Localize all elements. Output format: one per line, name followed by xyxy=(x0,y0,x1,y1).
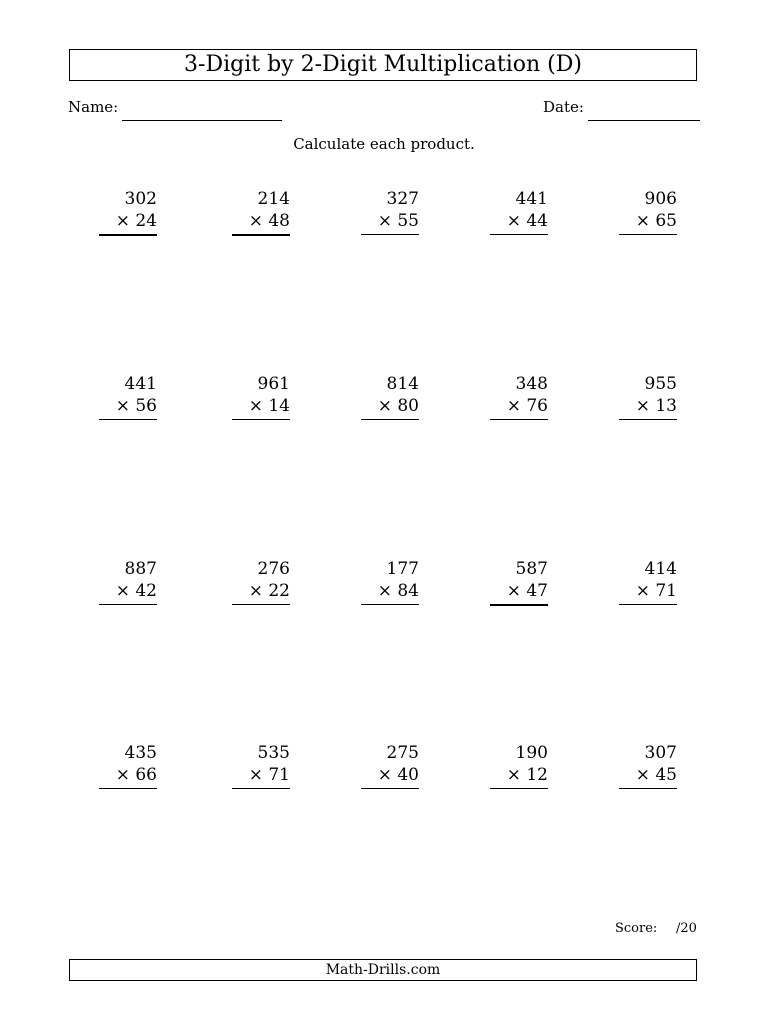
multiplicand: 275 xyxy=(386,743,419,763)
multiplicand: 435 xyxy=(124,743,157,763)
times-symbol: × xyxy=(115,396,130,416)
date-label: Date: xyxy=(543,98,584,116)
problem-16 xyxy=(97,742,157,790)
times-symbol: × xyxy=(635,211,650,231)
multiplicand: 441 xyxy=(515,189,548,209)
multiplier xyxy=(249,580,290,602)
multiplier-value: 56 xyxy=(129,396,157,416)
answer-rule xyxy=(232,234,290,236)
multiplier xyxy=(507,395,548,417)
problem-1 xyxy=(97,188,157,236)
multiplier-value: 71 xyxy=(649,581,677,601)
answer-rule xyxy=(619,604,677,605)
answer-rule xyxy=(490,788,548,789)
name-label: Name: xyxy=(68,98,119,116)
problem-3 xyxy=(359,188,419,236)
date-blank-line xyxy=(588,120,700,121)
multiplier-value: 45 xyxy=(649,765,677,785)
times-symbol: × xyxy=(115,765,130,785)
answer-rule xyxy=(361,234,419,235)
multiplier-value: 47 xyxy=(520,581,548,601)
times-symbol: × xyxy=(248,765,263,785)
problem-8 xyxy=(359,373,419,421)
multiplier-value: 42 xyxy=(129,581,157,601)
times-symbol: × xyxy=(377,581,392,601)
multiplier-value: 48 xyxy=(262,211,290,231)
multiplicand: 587 xyxy=(515,559,548,579)
times-symbol: × xyxy=(635,581,650,601)
multiplier-value: 14 xyxy=(262,396,290,416)
multiplier-value: 13 xyxy=(649,396,677,416)
multiplier xyxy=(636,210,677,232)
multiplicand: 414 xyxy=(644,559,677,579)
answer-rule xyxy=(361,788,419,789)
problem-6 xyxy=(97,373,157,421)
multiplicand: 214 xyxy=(257,189,290,209)
answer-rule xyxy=(490,604,548,606)
multiplicand: 961 xyxy=(257,374,290,394)
multiplier xyxy=(116,580,157,602)
multiplier xyxy=(636,764,677,786)
multiplicand: 348 xyxy=(515,374,548,394)
multiplier-value: 76 xyxy=(520,396,548,416)
multiplier xyxy=(507,580,548,602)
score-total: /20 xyxy=(676,921,697,936)
multiplier-value: 71 xyxy=(262,765,290,785)
multiplier xyxy=(636,580,677,602)
instructions: Calculate each product. xyxy=(293,135,475,153)
answer-rule xyxy=(361,419,419,420)
worksheet-title: 3-Digit by 2-Digit Multiplication (D) xyxy=(69,49,697,81)
answer-rule xyxy=(99,234,157,236)
multiplier-value: 24 xyxy=(129,211,157,231)
problem-13 xyxy=(359,558,419,606)
problem-19 xyxy=(488,742,548,790)
multiplier xyxy=(636,395,677,417)
times-symbol: × xyxy=(506,396,521,416)
answer-rule xyxy=(99,604,157,605)
problem-11 xyxy=(97,558,157,606)
answer-rule xyxy=(232,788,290,789)
multiplier xyxy=(378,580,419,602)
problem-14 xyxy=(488,558,548,606)
multiplicand: 906 xyxy=(644,189,677,209)
score-label: Score: xyxy=(615,921,658,936)
problem-9 xyxy=(488,373,548,421)
multiplier xyxy=(507,210,548,232)
answer-rule xyxy=(99,788,157,789)
answer-rule xyxy=(232,604,290,605)
multiplier xyxy=(249,764,290,786)
multiplier xyxy=(507,764,548,786)
answer-rule xyxy=(490,234,548,235)
multiplier-value: 12 xyxy=(520,765,548,785)
answer-rule xyxy=(232,419,290,420)
answer-rule xyxy=(361,604,419,605)
multiplier xyxy=(116,210,157,232)
answer-rule xyxy=(619,234,677,235)
times-symbol: × xyxy=(248,211,263,231)
times-symbol: × xyxy=(635,765,650,785)
multiplier-value: 65 xyxy=(649,211,677,231)
multiplier xyxy=(378,210,419,232)
multiplicand: 441 xyxy=(124,374,157,394)
multiplicand: 177 xyxy=(386,559,419,579)
multiplier-value: 55 xyxy=(391,211,419,231)
multiplicand: 814 xyxy=(386,374,419,394)
problem-17 xyxy=(230,742,290,790)
answer-rule xyxy=(99,419,157,420)
multiplicand: 535 xyxy=(257,743,290,763)
multiplicand: 327 xyxy=(386,189,419,209)
times-symbol: × xyxy=(506,581,521,601)
problem-2 xyxy=(230,188,290,236)
multiplicand: 955 xyxy=(644,374,677,394)
times-symbol: × xyxy=(115,581,130,601)
problem-15 xyxy=(617,558,677,606)
multiplier xyxy=(378,764,419,786)
multiplier-value: 84 xyxy=(391,581,419,601)
multiplier-value: 22 xyxy=(262,581,290,601)
multiplicand: 302 xyxy=(124,189,157,209)
times-symbol: × xyxy=(377,396,392,416)
times-symbol: × xyxy=(377,211,392,231)
multiplier xyxy=(249,210,290,232)
times-symbol: × xyxy=(115,211,130,231)
problem-12 xyxy=(230,558,290,606)
times-symbol: × xyxy=(506,765,521,785)
multiplier xyxy=(249,395,290,417)
multiplier-value: 40 xyxy=(391,765,419,785)
multiplicand: 307 xyxy=(644,743,677,763)
times-symbol: × xyxy=(506,211,521,231)
multiplicand: 276 xyxy=(257,559,290,579)
problem-5 xyxy=(617,188,677,236)
problem-20 xyxy=(617,742,677,790)
multiplier xyxy=(378,395,419,417)
problem-4 xyxy=(488,188,548,236)
problem-10 xyxy=(617,373,677,421)
multiplier-value: 66 xyxy=(129,765,157,785)
multiplicand: 190 xyxy=(515,743,548,763)
problem-7 xyxy=(230,373,290,421)
answer-rule xyxy=(490,419,548,420)
answer-rule xyxy=(619,788,677,789)
name-blank-line xyxy=(122,120,282,121)
answer-rule xyxy=(619,419,677,420)
multiplicand: 887 xyxy=(124,559,157,579)
footer: Math-Drills.com xyxy=(69,959,697,981)
multiplier xyxy=(116,395,157,417)
problem-18 xyxy=(359,742,419,790)
multiplier-value: 44 xyxy=(520,211,548,231)
multiplier-value: 80 xyxy=(391,396,419,416)
times-symbol: × xyxy=(248,581,263,601)
times-symbol: × xyxy=(635,396,650,416)
times-symbol: × xyxy=(248,396,263,416)
multiplier xyxy=(116,764,157,786)
times-symbol: × xyxy=(377,765,392,785)
